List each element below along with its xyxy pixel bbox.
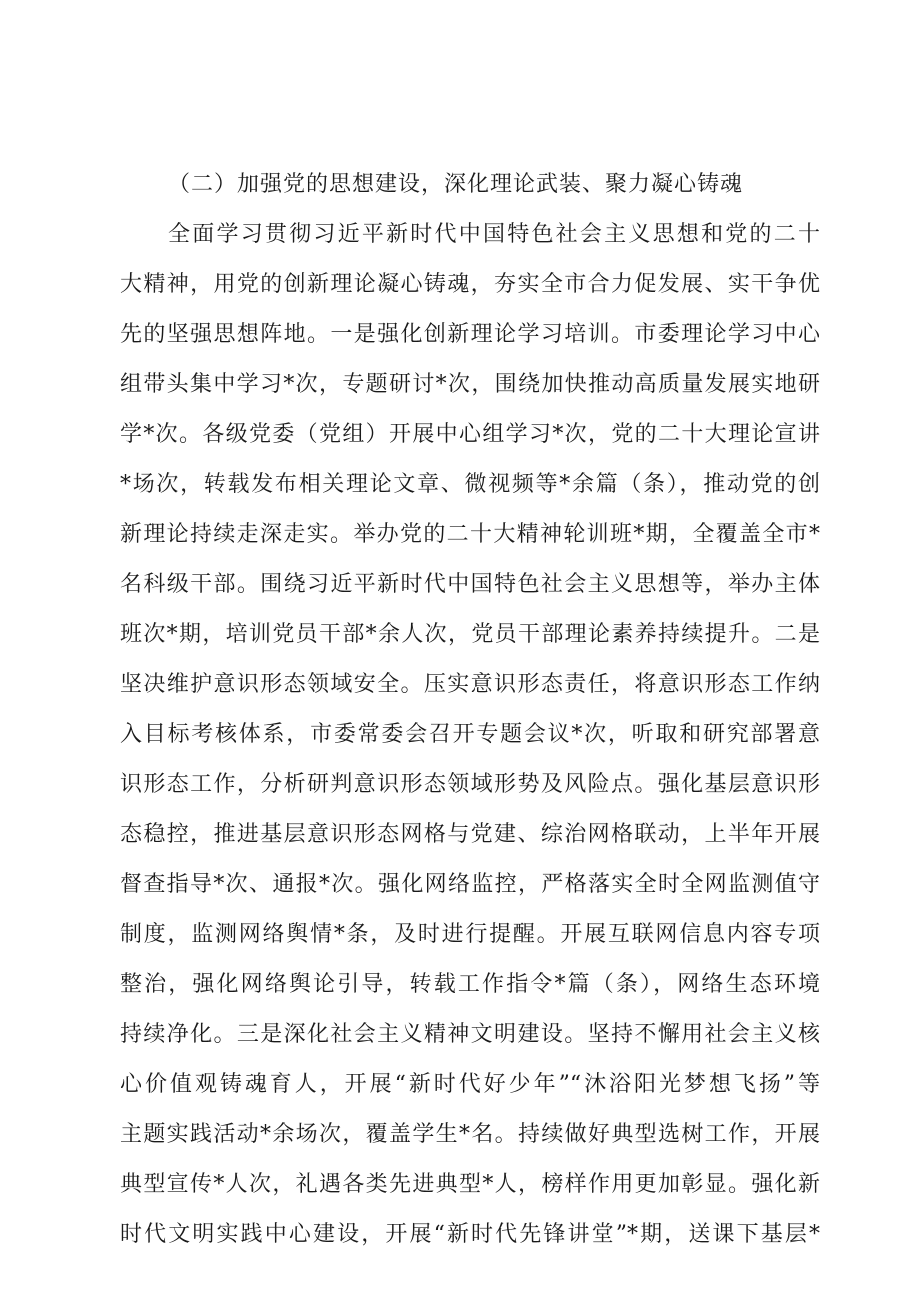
paragraph-line: 主题实践活动*余场次，覆盖学生*名。持续做好典型选树工作，开展: [120, 1122, 820, 1147]
paragraph-line: 班次*期，培训党员干部*余人次，党员干部理论素养持续提升。二是: [120, 622, 820, 647]
paragraph-line: 时代文明实践中心建设，开展“新时代先锋讲堂”*期，送课下基层*: [120, 1222, 820, 1247]
paragraph-line: 典型宣传*人次，礼遇各类先进典型*人，榜样作用更加彰显。强化新: [120, 1172, 820, 1197]
body-paragraph: [120, 210, 820, 1260]
paragraph-line: 识形态工作，分析研判意识形态领域形势及风险点。强化基层意识形: [120, 772, 820, 797]
paragraph-line: 名科级干部。围绕习近平新时代中国特色社会主义思想等，举办主体: [120, 572, 820, 597]
paragraph-line: 态稳控，推进基层意识形态网格与党建、综治网格联动，上半年开展: [120, 822, 820, 847]
paragraph-line: 全面学习贯彻习近平新时代中国特色社会主义思想和党的二十: [168, 222, 820, 247]
paragraph-line: *场次，转载发布相关理论文章、微视频等*余篇（条），推动党的创: [120, 472, 820, 497]
paragraph-line: 制度，监测网络舆情*条，及时进行提醒。开展互联网信息内容专项: [120, 922, 820, 947]
paragraph-line: 先的坚强思想阵地。一是强化创新理论学习培训。市委理论学习中心: [120, 322, 820, 347]
paragraph-line: 学*次。各级党委（党组）开展中心组学习*次，党的二十大理论宣讲: [120, 422, 820, 447]
paragraph-line: 新理论持续走深走实。举办党的二十大精神轮训班*期，全覆盖全市*: [120, 522, 820, 547]
paragraph-line: 入目标考核体系，市委常委会召开专题会议*次，听取和研究部署意: [120, 722, 820, 747]
paragraph-line: 心价值观铸魂育人，开展“新时代好少年”“沐浴阳光梦想飞扬”等: [120, 1072, 820, 1097]
paragraph-line: 坚决维护意识形态领域安全。压实意识形态责任，将意识形态工作纳: [120, 672, 820, 697]
paragraph-line: 持续净化。三是深化社会主义精神文明建设。坚持不懈用社会主义核: [120, 1022, 820, 1047]
paragraph-line: 整治，强化网络舆论引导，转载工作指令*篇（条），网络生态环境: [120, 972, 820, 997]
paragraph-line: 督查指导*次、通报*次。强化网络监控，严格落实全时全网监测值守: [120, 872, 820, 897]
paragraph-line: 组带头集中学习*次，专题研讨*次，围绕加快推动高质量发展实地研: [120, 372, 820, 397]
paragraph-line: 大精神，用党的创新理论凝心铸魂，夯实全市合力促发展、实干争优: [120, 272, 820, 297]
section-heading: （二）加强党的思想建设，深化理论武装、聚力凝心铸魂: [168, 172, 744, 197]
